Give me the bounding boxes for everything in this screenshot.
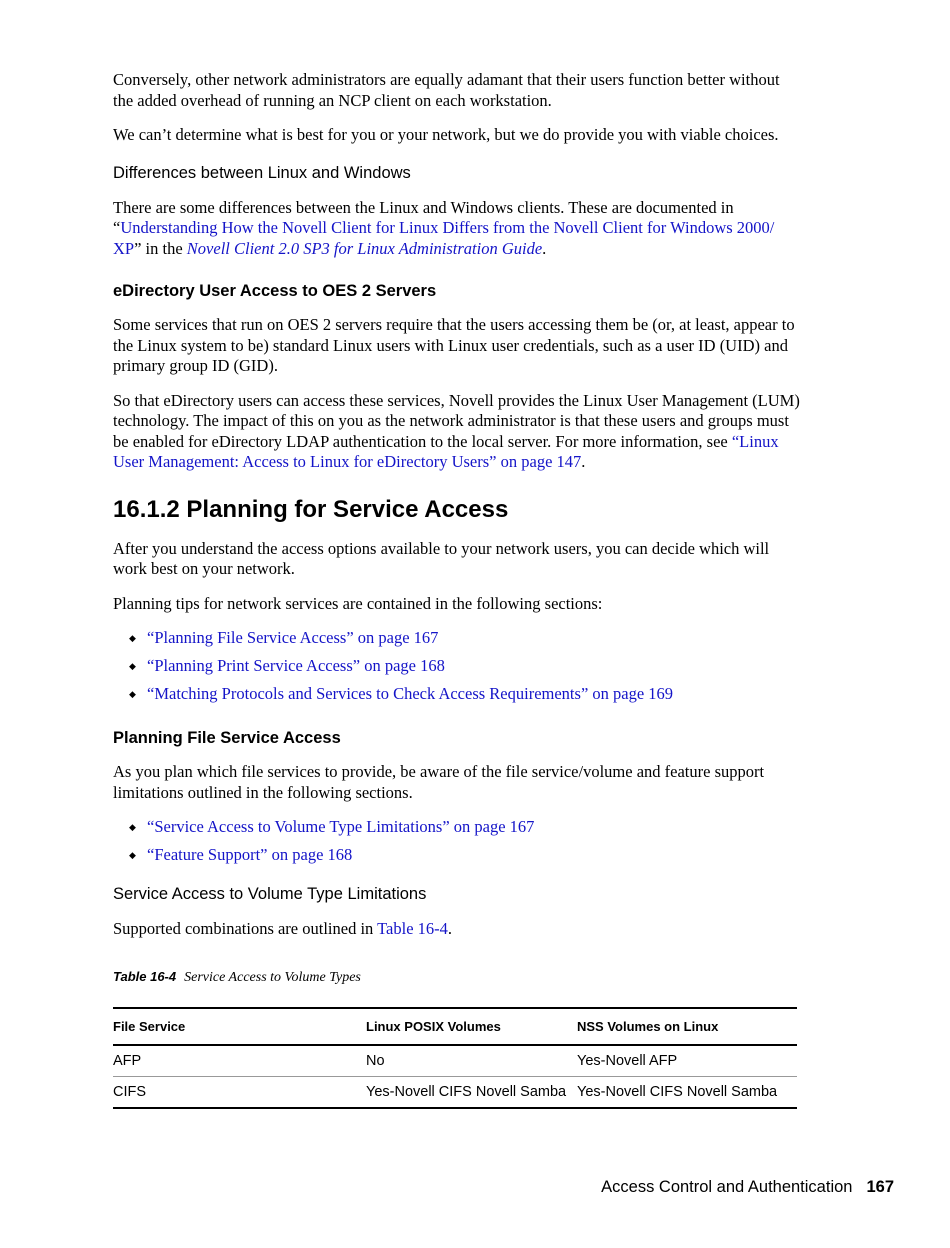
- paragraph: Some services that run on OES 2 servers require that the users accessing them be (or, at least, appear to the Linux system to be) standard Linux users with Linux user credentials, such as a user ID (UID) and primary group ID (GID).: [113, 315, 795, 375]
- table-header-row: [113, 1008, 797, 1045]
- paragraph: As you plan which file services to provide, be aware of the file service/volume and feature support limitations outlined in the following sections.: [113, 762, 765, 802]
- table-cell: No: [366, 1052, 385, 1069]
- table-caption-label: Table 16-4: [113, 968, 177, 984]
- footer-title: Access Control and Authentication: [601, 1178, 853, 1196]
- bullet-icon: ◆: [129, 850, 136, 860]
- table-row: [113, 1076, 797, 1108]
- bullet-icon: ◆: [129, 689, 136, 699]
- table-header-cell: File Service: [113, 1018, 186, 1034]
- paragraph: After you understand the access options available to your network users, you can decide which will work best on your network.: [113, 538, 770, 578]
- paragraph-supported-combinations: Supported combinations are outlined in Table 16-4.: [113, 919, 453, 938]
- link-planning-print-service[interactable]: “Planning Print Service Access” on page 168: [147, 656, 445, 675]
- heading-edirectory-access: eDirectory User Access to OES 2 Servers: [113, 282, 437, 300]
- paragraph-differences: There are some differences between the Linux and Windows clients. These are documented in “Understanding How the Novell Client for Linux Differs from the Novell Client for Windows 2000/ XP” in the Novell Client 2.0 SP3 for Linux Administration Guide.: [113, 197, 775, 258]
- paragraph-lum: So that eDirectory users can access these services, Novell provides the Linux User Management (LUM) technology. The impact of this on you as the network administrator is that these users and groups must be enabled for eDirectory LDAP authentication to the local server. For more information, see “Linux User Management: Access to Linux for eDirectory Users” on page 147.: [113, 390, 800, 471]
- subheading-volume-type-limitations: Service Access to Volume Type Limitations: [113, 885, 427, 903]
- page-footer: [601, 1178, 894, 1197]
- link-client-admin-guide[interactable]: Novell Client 2.0 SP3 for Linux Administration Guide: [186, 238, 543, 258]
- link-matching-protocols[interactable]: “Matching Protocols and Services to Check Access Requirements” on page 169: [147, 684, 674, 703]
- heading-planning-file-service: Planning File Service Access: [113, 729, 341, 747]
- link-planning-file-service[interactable]: “Planning File Service Access” on page 167: [147, 628, 439, 647]
- list-item: [113, 817, 803, 837]
- page-number: 167: [866, 1178, 894, 1196]
- bullet-icon: ◆: [129, 633, 136, 643]
- paragraph: Conversely, other network administrators are equally adamant that their users function better without the added overhead of running an NCP client on each workstation.: [113, 70, 780, 110]
- file-service-links-list: [113, 817, 803, 865]
- list-item: [113, 628, 803, 648]
- table-row: [113, 1045, 797, 1077]
- bullet-icon: ◆: [129, 661, 136, 671]
- service-access-table: [113, 1007, 797, 1109]
- table-header-cell: NSS Volumes on Linux: [577, 1018, 719, 1034]
- table-header-cell: Linux POSIX Volumes: [366, 1018, 501, 1034]
- table-cell: Yes-Novell AFP: [577, 1052, 678, 1069]
- document-page: [113, 70, 803, 1109]
- bullet-icon: ◆: [129, 822, 136, 832]
- paragraph: Planning tips for network services are contained in the following sections:: [113, 593, 603, 613]
- table-caption: [113, 969, 803, 986]
- list-item: [113, 845, 803, 865]
- list-item: [113, 656, 803, 676]
- link-understanding-client-differences[interactable]: Understanding How the Novell Client for Linux Differs from the Novell Client for Windows 2000/ XP: [113, 218, 775, 258]
- link-feature-support[interactable]: “Feature Support” on page 168: [147, 845, 353, 864]
- table-cell: Yes-Novell CIFS Novell Samba: [577, 1083, 778, 1100]
- section-title-planning: 16.1.2 Planning for Service Access: [113, 495, 509, 523]
- link-linux-user-management[interactable]: “Linux User Management: Access to Linux for eDirectory Users” on page 147: [113, 431, 779, 471]
- planning-links-list: [113, 628, 803, 704]
- link-table-16-4[interactable]: Table 16-4: [377, 919, 448, 938]
- subheading-differences: Differences between Linux and Windows: [113, 163, 411, 182]
- list-item: [113, 684, 803, 704]
- table-cell: CIFS: [113, 1083, 147, 1100]
- table-cell: Yes-Novell CIFS Novell Samba: [366, 1083, 567, 1100]
- paragraph: We can’t determine what is best for you or your network, but we do provide you with viable choices.: [113, 125, 779, 144]
- link-volume-type-limitations[interactable]: “Service Access to Volume Type Limitations” on page 167: [147, 817, 535, 836]
- table-caption-title: Service Access to Volume Types: [184, 969, 361, 985]
- table-cell: AFP: [113, 1052, 142, 1069]
